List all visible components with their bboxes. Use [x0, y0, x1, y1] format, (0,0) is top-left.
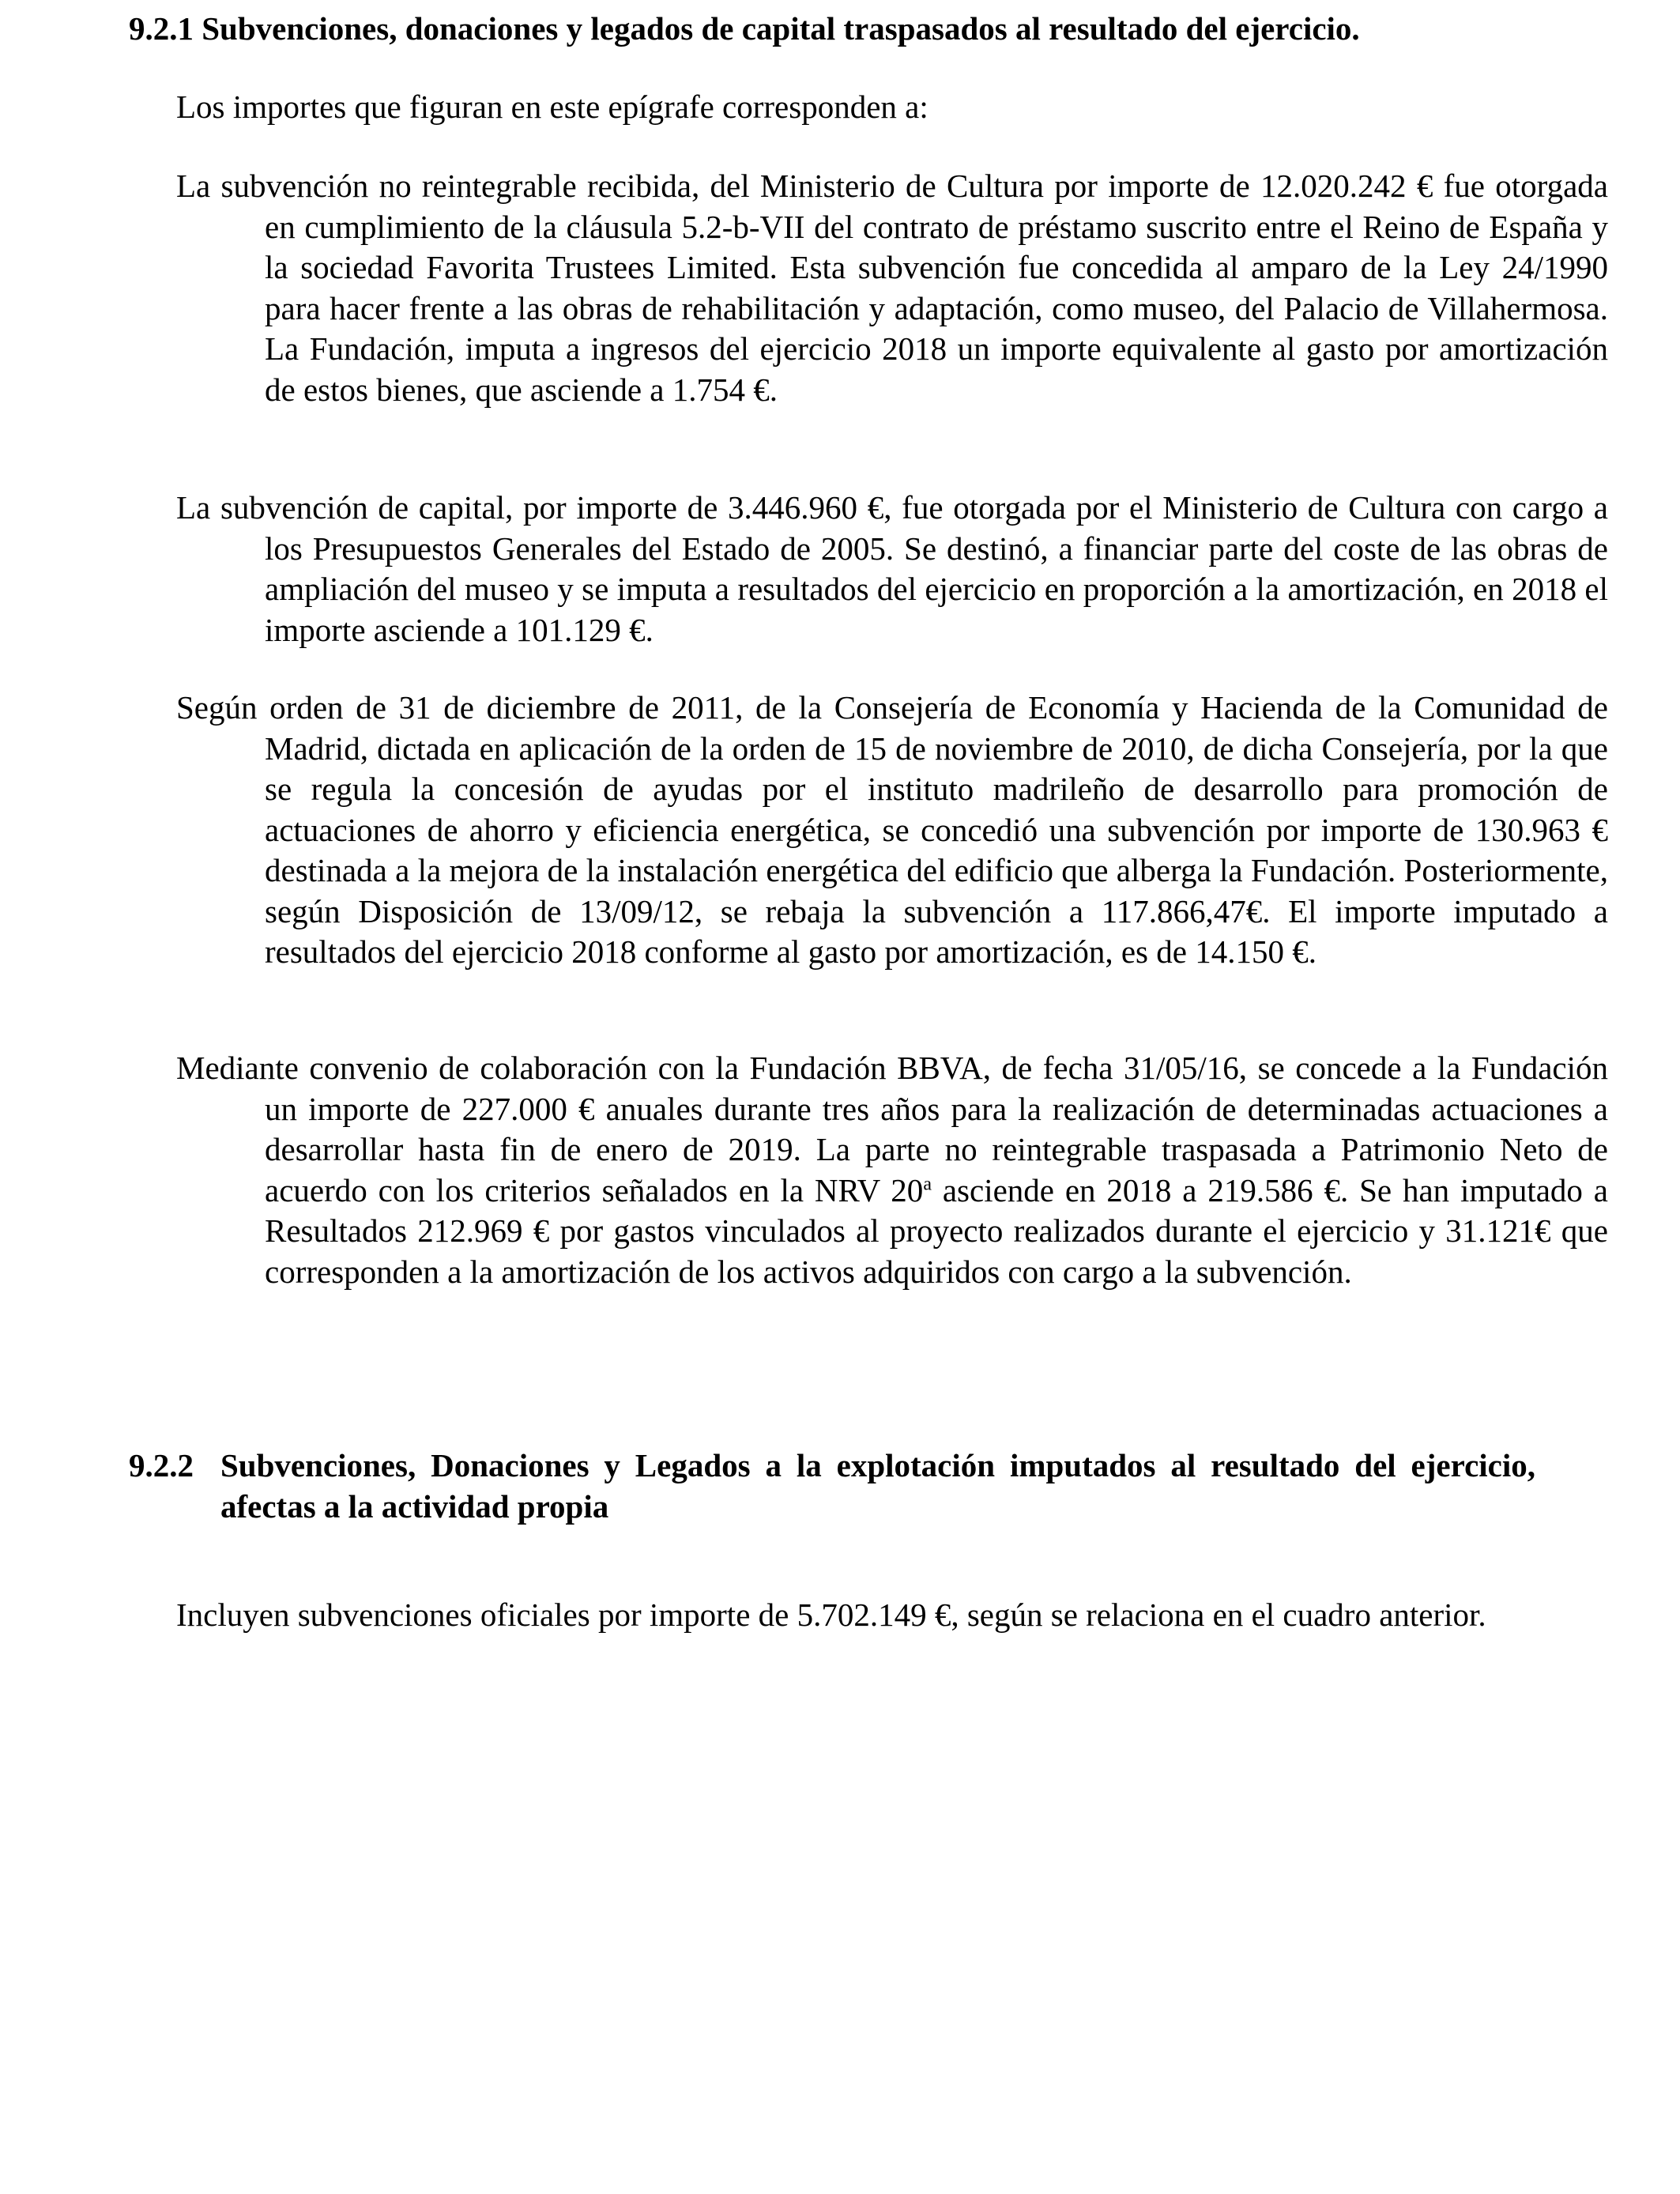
paragraph-subvenciones-oficiales: Incluyen subvenciones oficiales por importe de 5.702.149 €, según se relaciona en el cuadro anterior.	[176, 1596, 1486, 1633]
section-921-heading: 9.2.1 Subvenciones, donaciones y legados de capital traspasados al resultado del ejercicio.	[129, 10, 1360, 47]
paragraph-convenio-bbva	[176, 1048, 1608, 1292]
section-921-intro: Los importes que figuran en este epígrafe corresponden a:	[176, 89, 929, 125]
section-922-heading	[129, 1445, 1535, 1527]
bbva-text-part-1: Mediante convenio de colaboración con la Fundación BBVA, de fecha 31/05/16, se concede a la Fundación un importe de 227.000 € anuales durante tres años para la realización de determinadas actuaciones a desarrollar hasta fin de enero de 2019. La parte no reintegrable traspasada a Patrimonio Neto de acuerdo con los criterios señalados en la NRV 20	[176, 1050, 1608, 1208]
section-922-title: Subvenciones, Donaciones y Legados a la explotación imputados al resultado del ejercicio, afectas a la actividad propia	[220, 1447, 1535, 1525]
bbva-text-part-2: asciende en 2018 a 219.586 €. Se han imputado a Resultados 212.969 € por gastos vinculados al proyecto realizados durante el ejercicio y 31.121€ que corresponden a la amortización de los activos adquiridos con cargo a la subvención.	[265, 1171, 1608, 1290]
paragraph-subvencion-capital: La subvención de capital, por importe de 3.446.960 €, fue otorgada por el Ministerio de Cultura con cargo a los Presupuestos Generales del Estado de 2005. Se destinó, a financiar parte del coste de las obras de ampliación del museo y se imputa a resultados del ejercicio en proporción a la amortización, en 2018 el importe asciende a 101.129 €.	[176, 489, 1608, 648]
section-922-number: 9.2.2	[129, 1447, 194, 1483]
paragraph-subvencion-comunidad-madrid: Según orden de 31 de diciembre de 2011, de la Consejería de Economía y Hacienda de la Comunidad de Madrid, dictada en aplicación de la orden de 15 de noviembre de 2010, de dicha Consejería, por la que se regula la concesión de ayudas por el instituto madrileño de desarrollo para promoción de actuaciones de ahorro y eficiencia energética, se concedió una subvención por importe de 130.963 € destinada a la mejora de la instalación energética del edificio que alberga la Fundación. Posteriormente, según Disposición de 13/09/12, se rebaja la subvención a 117.866,47€. El importe imputado a resultados del ejercicio 2018 conforme al gasto por amortización, es de 14.150 €.	[176, 689, 1608, 970]
paragraph-subvencion-ministerio: La subvención no reintegrable recibida, del Ministerio de Cultura por importe de 12.020.242 € fue otorgada en cumplimiento de la cláusula 5.2-b-VII del contrato de préstamo suscrito entre el Reino de España y la sociedad Favorita Trustees Limited. Esta subvención fue concedida al amparo de la Ley 24/1990 para hacer frente a las obras de rehabilitación y adaptación, como museo, del Palacio de Villahermosa. La Fundación, imputa a ingresos del ejercicio 2018 un importe equivalente al gasto por amortización de estos bienes, que asciende a 1.754 €.	[176, 168, 1608, 408]
nrv-superscript: a	[923, 1173, 932, 1194]
